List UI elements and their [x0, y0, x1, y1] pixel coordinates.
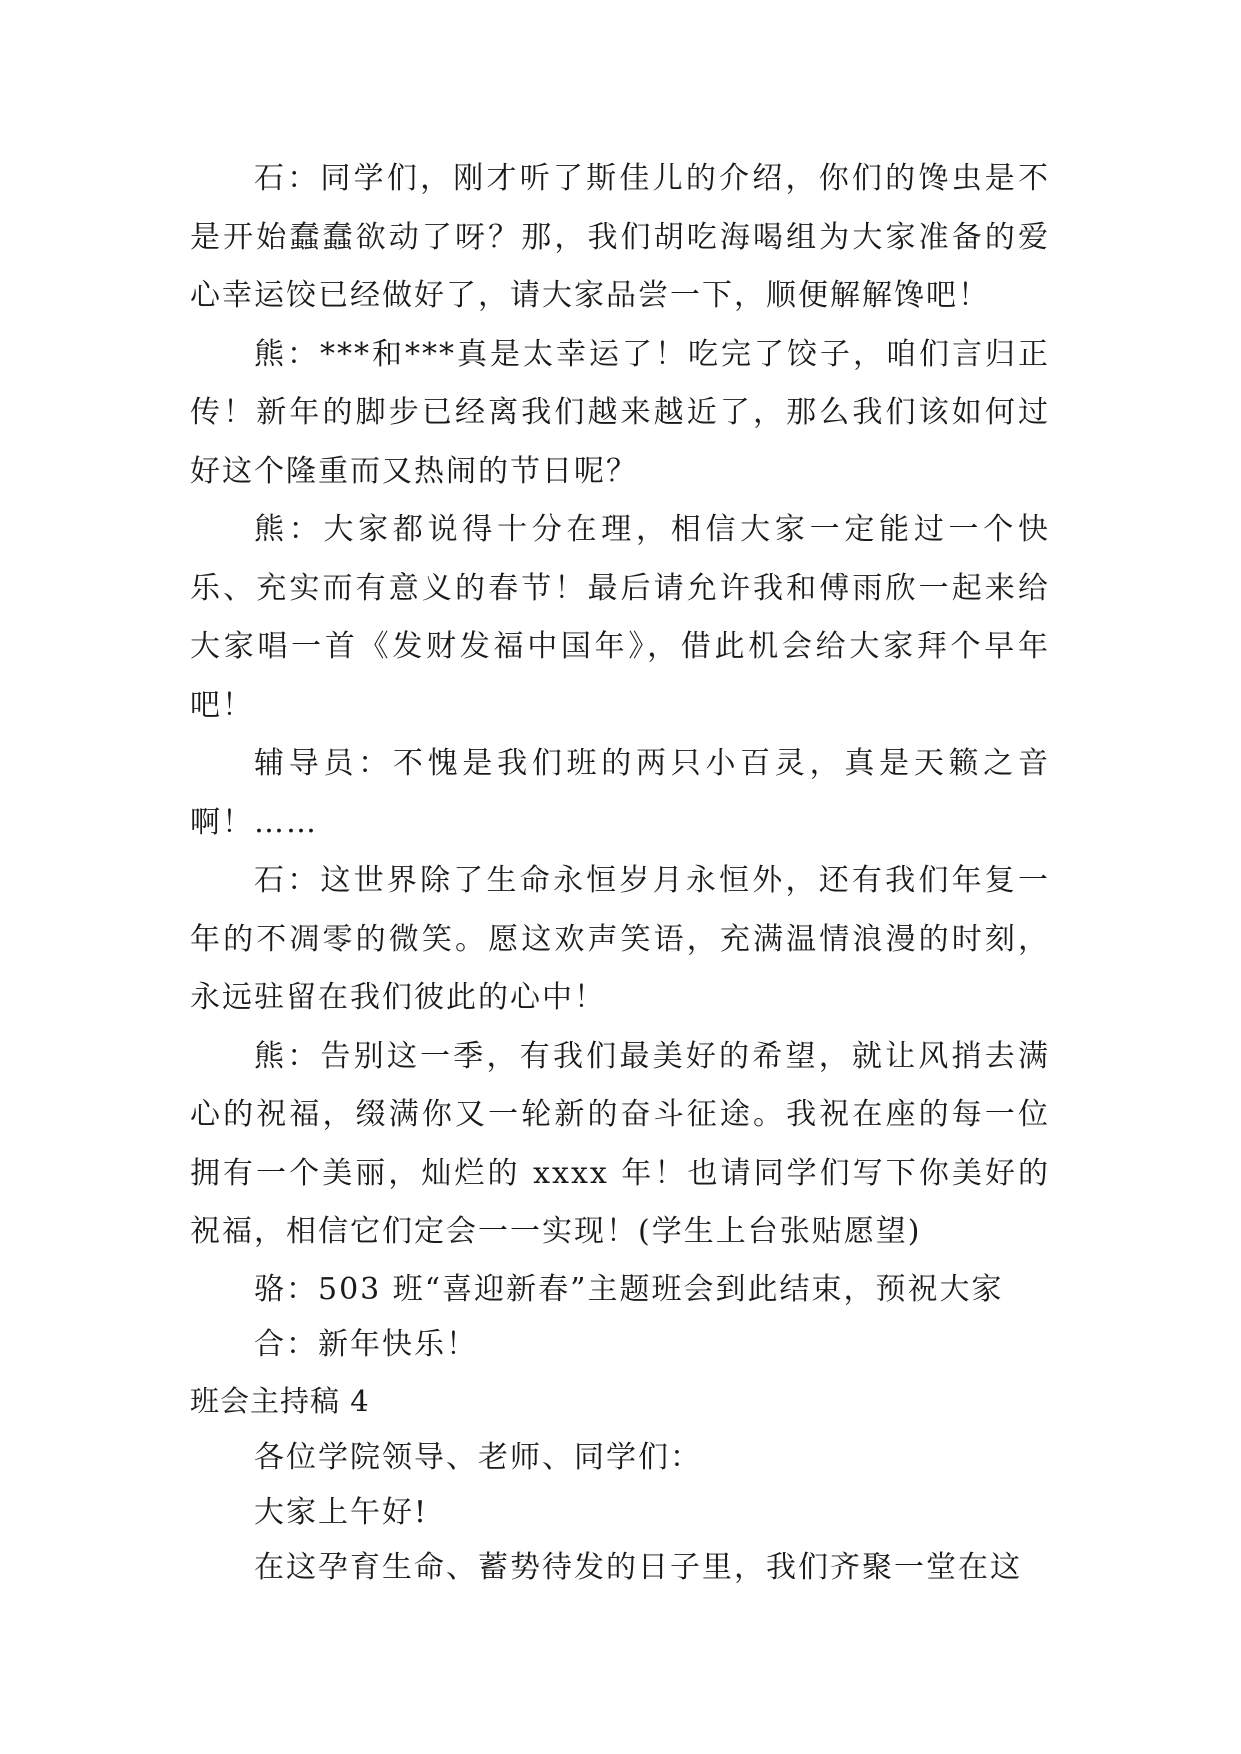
section-heading: 班会主持稿 4 [190, 1383, 370, 1418]
document-page [190, 150, 1050, 1595]
paragraph-8: 合：新年快乐！ [254, 1326, 478, 1362]
greeting-hello: 大家上午好! [254, 1494, 429, 1530]
paragraph-2: 熊：***和***真是太幸运了！吃完了饺子，咱们言归正传！新年的脚步已经离我们越来越近了，那么我们该如何过好这个隆重而又热闹的节日呢？ [190, 336, 1050, 489]
paragraph-1: 石：同学们，刚才听了斯佳儿的介绍，你们的馋虫是不是开始蠢蠢欲动了呀？那，我们胡吃海喝组为大家准备的爱心幸运饺已经做好了，请大家品尝一下，顺便解解馋吧！ [190, 161, 1050, 313]
opening-line: 在这孕育生命、蓄势待发的日子里，我们齐聚一堂在这 [254, 1549, 1022, 1585]
paragraph-7: 骆：503 班“喜迎新春”主题班会到此结束，预祝大家 [254, 1271, 1004, 1307]
paragraph-5: 石：这世界除了生命永恒岁月永恒外，还有我们年复一年的不凋零的微笑。愿这欢声笑语，充满温情浪漫的时刻，永远驻留在我们彼此的心中！ [190, 863, 1050, 1015]
paragraph-3: 熊：大家都说得十分在理，相信大家一定能过一个快乐、充实而有意义的春节！最后请允许我和傅雨欣一起来给大家唱一首《发财发福中国年》，借此机会给大家拜个早年吧！ [190, 512, 1050, 723]
greeting-line: 各位学院领导、老师、同学们： [254, 1439, 702, 1475]
paragraph-4: 辅导员：不愧是我们班的两只小百灵，真是天籁之音啊！…… [190, 746, 1050, 840]
paragraph-6: 熊：告别这一季，有我们最美好的希望，就让风捎去满心的祝福，缀满你又一轮新的奋斗征途。我祝在座的每一位拥有一个美丽，灿烂的 xxxx 年！也请同学们写下你美好的祝福，相信它们定会一一实现！(学生上台张贴愿望) [190, 1038, 1050, 1249]
